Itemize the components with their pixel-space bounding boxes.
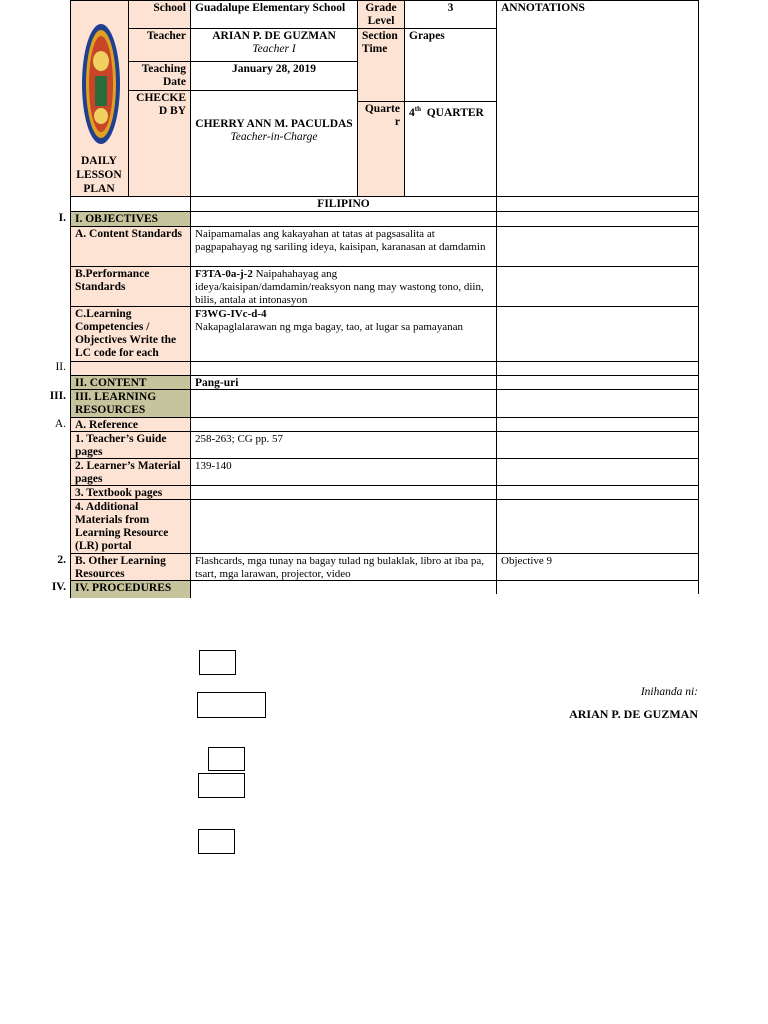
- objectives-num: I.: [58, 212, 66, 224]
- empty-box: [208, 747, 245, 771]
- checked-by-title: Teacher-in-Charge: [230, 131, 318, 143]
- quarter-word: QUARTER: [426, 106, 484, 119]
- tg-value: 258-263; CG pp. 57: [190, 431, 497, 459]
- competencies-code: F3WG-IVc-d-4: [195, 308, 267, 320]
- subject-title: FILIPINO: [190, 196, 497, 212]
- checked-by-name: CHERRY ANN M. PACULDAS: [195, 118, 353, 130]
- teacher-cell: [190, 28, 358, 62]
- school-seal-logo: [81, 21, 121, 147]
- competencies-label: C.Learning Competencies / Objectives Write the LC code for each: [70, 306, 191, 362]
- blank-row-label: [70, 361, 191, 376]
- performance-code: F3TA-0a-j-2: [195, 268, 253, 280]
- subject-annotation: [496, 196, 699, 212]
- blank-row-value: [190, 361, 497, 376]
- textbook-value: [190, 485, 497, 500]
- content-value: Pang-uri: [190, 375, 497, 390]
- performance-text: Naipahahayag ang ideya/kaisipan/damdamin/reaksyon nang may wastong tono, diin, bilis, antala at intonasyon: [195, 268, 484, 306]
- performance-label: B.Performance Standards: [70, 266, 191, 307]
- section-value: Grapes: [404, 28, 497, 102]
- textbook-label: 3. Textbook pages: [70, 485, 191, 500]
- teacher-name: ARIAN P. DE GUZMAN: [212, 30, 336, 42]
- teacher-label: Teacher: [128, 28, 191, 62]
- lm-label: 2. Learner’s Material pages: [70, 458, 191, 486]
- dlp-label: DAILY LESSON PLAN: [76, 155, 122, 195]
- school-label: School: [128, 0, 191, 29]
- empty-box: [199, 650, 236, 675]
- other-annotation: Objective 9: [496, 553, 699, 581]
- content-standards-annotation: [496, 226, 699, 267]
- additional-annotation: [496, 499, 699, 554]
- competencies-text: Nakapaglalarawan ng mga bagay, tao, at lugar sa pamayanan: [195, 321, 464, 333]
- grade-value: 3: [404, 0, 497, 29]
- content-standards-label: A. Content Standards: [70, 226, 191, 267]
- quarter-sup: th: [414, 105, 421, 113]
- procedures-num: IV.: [51, 581, 66, 593]
- blank-row-annotation: [496, 361, 699, 376]
- empty-box: [197, 692, 266, 718]
- reference-num: A.: [54, 418, 66, 430]
- lm-annotation: [496, 458, 699, 486]
- procedures-annotation: [496, 580, 699, 594]
- other-value: Flashcards, mga tunay na bagay tulad ng bulaklak, libro at iba pa, tsart, mga larawan, projector, video: [190, 553, 497, 581]
- procedures-label: IV. PROCEDURES: [70, 580, 191, 598]
- quarter-number: 4: [409, 106, 415, 119]
- competencies-annotation: [496, 306, 699, 362]
- performance-annotation: [496, 266, 699, 307]
- objectives-annotation: [496, 211, 699, 227]
- checked-by-label: CHECKE D BY: [128, 90, 191, 197]
- prepared-by-label: Inihanda ni:: [640, 686, 698, 698]
- other-num: 2.: [57, 554, 66, 566]
- resources-label: III. LEARNING RESOURCES: [70, 389, 191, 418]
- content-label: II. CONTENT: [70, 375, 191, 390]
- checked-by-cell: [190, 90, 358, 197]
- content-standards-value: Naipamamalas ang kakayahan at tatas at pagsasalita at pagpapahayag ng sariling ideya, kaisipan, karanasan at damdamin: [190, 226, 497, 267]
- tg-label: 1. Teacher’s Guide pages: [70, 431, 191, 459]
- empty-box: [198, 829, 235, 854]
- grade-label: Grade Level: [357, 0, 405, 29]
- teaching-date-label: Teaching Date: [128, 61, 191, 91]
- additional-label: 4. Additional Materials from Learning Resource (LR) portal: [70, 499, 191, 554]
- other-label: B. Other Learning Resources: [70, 553, 191, 581]
- reference-annotation: [496, 417, 699, 432]
- competencies-value: [190, 306, 497, 362]
- performance-value: [190, 266, 497, 307]
- logo-cell: [70, 0, 129, 197]
- annotations-header: ANNOTATIONS: [496, 0, 699, 197]
- quarter-label: Quarte r: [357, 101, 405, 197]
- reference-value: [190, 417, 497, 432]
- resources-value: [190, 389, 497, 418]
- objectives-label: I. OBJECTIVES: [70, 211, 191, 227]
- procedures-value: [190, 580, 497, 594]
- objectives-value: [190, 211, 497, 227]
- lm-value: 139-140: [190, 458, 497, 486]
- preparer-name: ARIAN P. DE GUZMAN: [569, 707, 698, 721]
- resources-annotation: [496, 389, 699, 418]
- additional-value: [190, 499, 497, 554]
- reference-label: A. Reference: [70, 417, 191, 432]
- empty-box: [198, 773, 245, 798]
- teaching-date-value: January 28, 2019: [190, 61, 358, 91]
- tg-annotation: [496, 431, 699, 459]
- subject-spacer: [70, 196, 191, 212]
- textbook-annotation: [496, 485, 699, 500]
- school-value: Guadalupe Elementary School: [190, 0, 358, 29]
- teacher-title: Teacher I: [252, 43, 296, 55]
- quarter-value: [404, 101, 497, 197]
- content-annotation: [496, 375, 699, 390]
- resources-num: III.: [49, 390, 66, 402]
- blank-row-num: II.: [55, 361, 66, 373]
- section-label: Section Time: [357, 28, 405, 102]
